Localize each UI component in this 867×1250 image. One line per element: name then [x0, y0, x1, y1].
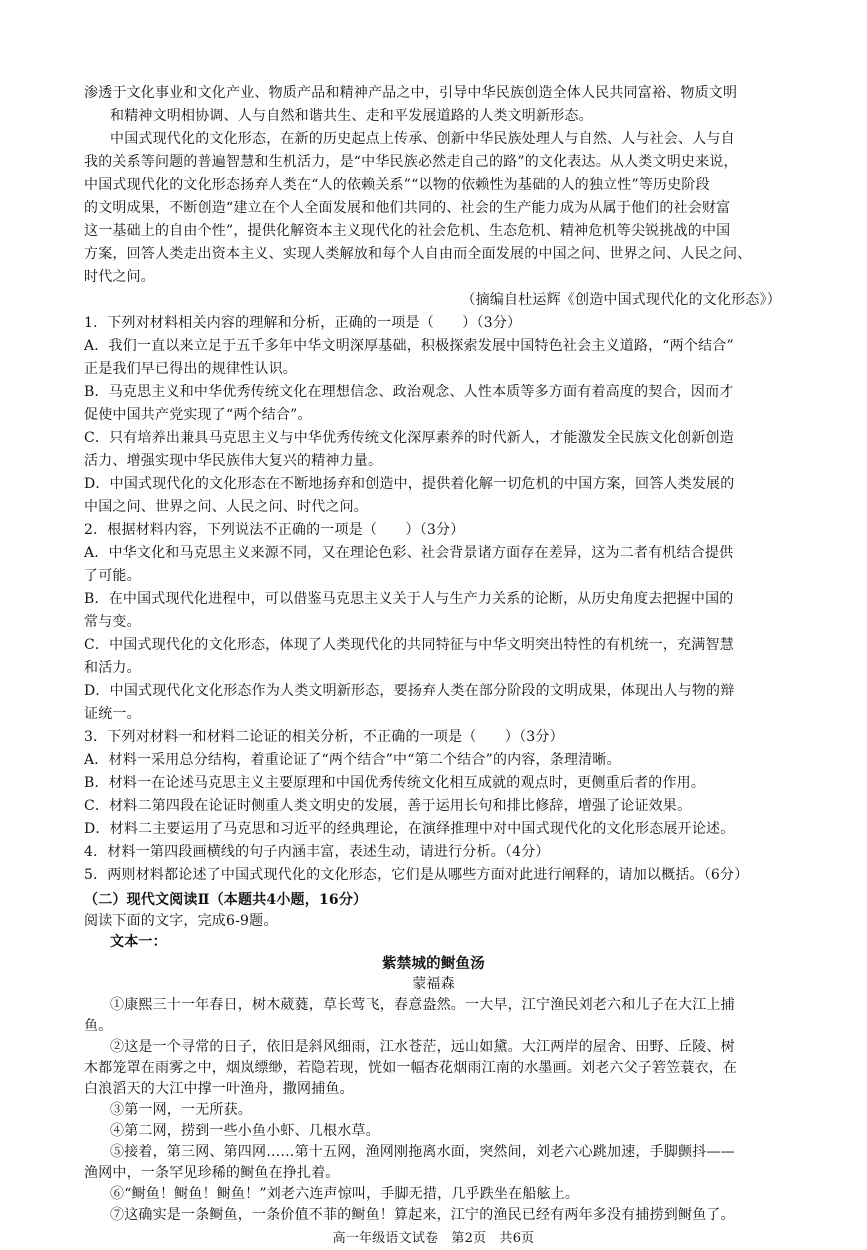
passage-line: 中国式现代化的文化形态扬弃人类在“人的依赖关系”“以物的依赖性为基础的人的独立性”等历史阶段 — [84, 177, 710, 193]
passage-line: 中国式现代化的文化形态，在新的历史起点上传承、创新中华民族处理人与自然、人与社会、人与自 — [110, 131, 735, 147]
section-instruction: 阅读下面的文字，完成6-9题。 — [84, 913, 278, 929]
story-author: 蒙福森 — [412, 976, 455, 992]
story-line: ⑤接着，第三网、第四网……第十五网，渔网刚拖离水面，突然间，刘老六心跳加速，手脚颤抖—— — [110, 1144, 735, 1160]
question-line: D．材料二主要运用了马克思和习近平的经典理论，在演绎推理中对中国式现代化的文化形态展开论述。 — [84, 821, 735, 837]
passage-line: 和精神文明相协调、人与自然和谐共生、走和平发展道路的人类文明新形态。 — [110, 108, 593, 124]
passage-source: （摘编自杜运辉《创造中国式现代化的文化形态》） — [461, 292, 781, 308]
story-line: ⑦这确实是一条鲥鱼，一条价值不菲的鲥鱼！算起来，江宁的渔民已经有两年多没有捕捞到鲥鱼了。 — [110, 1207, 735, 1223]
question-line: 3．下列对材料一和材料二论证的相关分析，不正确的一项是（ ）（3分） — [84, 729, 564, 745]
question-line: 常与变。 — [84, 614, 141, 630]
question-line: C．中国式现代化的文化形态，体现了人类现代化的共同特征与中华文明突出特性的有机统一，充满智慧 — [84, 637, 734, 653]
passage-line: 渗透于文化事业和文化产业、物质产品和精神产品之中，引导中华民族创造全体人民共同富裕、物质文明 — [84, 85, 738, 101]
section-heading: （二）现代文阅读Ⅱ（本题共4小题，16分） — [84, 892, 368, 908]
story-line: ①康熙三十一年春日，树木葳蕤，草长莺飞，春意盎然。一大早，江宁渔民刘老六和儿子在大江上捕 — [110, 997, 735, 1013]
story-title: 紫禁城的鲥鱼汤 — [382, 955, 485, 972]
question-line: B．在中国式现代化进程中，可以借鉴马克思主义关于人与生产力关系的论断，从历史角度去把握中国的 — [84, 591, 734, 607]
question-line: B．马克思主义和中华优秀传统文化在理想信念、政治观念、人性本质等多方面有着高度的契合，因而才 — [84, 384, 734, 400]
question-line: 1．下列对材料相关内容的理解和分析，正确的一项是（ ）（3分） — [84, 315, 522, 331]
passage-line: 的文明成果，不断创造“建立在个人全面发展和他们共同的、社会的生产能力成为从属于他们的社会财富 — [84, 200, 731, 216]
text-label: 文本一： — [110, 934, 167, 950]
question-line: C．材料二第四段在论证时侧重人类文明史的发展，善于运用长句和排比修辞，增强了论证效果。 — [84, 798, 692, 814]
story-line: 鱼。 — [84, 1018, 113, 1034]
page-footer: 高一年级语文试卷 第2页 共6页 — [332, 1231, 535, 1246]
question-line: A．中华文化和马克思主义来源不同，又在理论色彩、社会背景诸方面存在差异，这为二者有机结合提供 — [84, 545, 734, 561]
passage-line: 这一基础上的自由个性”，提供化解资本主义现代化的社会危机、生态危机、精神危机等尖锐挑战的中国 — [84, 223, 731, 239]
story-line: ⑥“鲥鱼！鲥鱼！鲥鱼！”刘老六连声惊叫，手脚无措，几乎跌坐在船舷上。 — [110, 1186, 580, 1202]
question-line: 了可能。 — [84, 568, 141, 584]
passage-line: 我的关系等问题的普遍智慧和生机活力，是“中华民族必然走自己的路”的文化表达。从人类文明史来说， — [84, 154, 738, 170]
passage-line: 时代之问。 — [84, 269, 155, 285]
question-line: 促使中国共产党实现了“两个结合”。 — [84, 407, 312, 423]
question-line: 活力、增强实现中华民族伟大复兴的精神力量。 — [84, 453, 383, 469]
question-line: A．我们一直以来立足于五千多年中华文明深厚基础，积极探索发展中国特色社会主义道路，“两个结合” — [84, 338, 734, 354]
question-line: B．材料一在论述马克思主义主要原理和中国优秀传统文化相互成就的观点时，更侧重后者的作用。 — [84, 775, 706, 791]
question-line: D．中国式现代化的文化形态在不断地扬弃和创造中，提供着化解一切危机的中国方案，回答人类发展的 — [84, 476, 735, 492]
passage-line: 方案，回答人类走出资本主义、实现人类解放和每个人自由而全面发展的中国之问、世界之问、人民之问、 — [84, 246, 752, 262]
question-line: 正是我们早已得出的规律性认识。 — [84, 361, 297, 377]
story-line: 木都笼罩在雨雾之中，烟岚缥缈，若隐若现，恍如一幅杏花烟雨江南的水墨画。刘老六父子箬笠蓑衣，在 — [84, 1060, 738, 1076]
question-line: 4．材料一第四段画横线的句子内涵丰富，表述生动，请进行分析。（4分） — [84, 844, 550, 860]
question-line: D．中国式现代化文化形态作为人类文明新形态，要扬弃人类在部分阶段的文明成果，体现出人与物的辩 — [84, 683, 735, 699]
question-line: A．材料一采用总分结构，着重论证了“两个结合”中“第二个结合”的内容，条理清晰。 — [84, 752, 621, 768]
story-line: ②这是一个寻常的日子，依旧是斜风细雨，江水苍茫，远山如黛。大江两岸的屋舍、田野、丘陵、树 — [110, 1039, 735, 1055]
story-line: ③第一网，一无所获。 — [110, 1102, 252, 1118]
question-line: 5．两则材料都论述了中国式现代化的文化形态，它们是从哪些方面对此进行阐释的，请加以概括。（6分） — [84, 867, 749, 883]
question-line: 2．根据材料内容，下列说法不正确的一项是（ ）（3分） — [84, 522, 465, 538]
story-line: 渔网中，一条罕见珍稀的鲥鱼在挣扎着。 — [84, 1165, 340, 1181]
question-line: C．只有培养出兼具马克思主义与中华优秀传统文化深厚素养的时代新人，才能激发全民族文化创新创造 — [84, 430, 734, 446]
question-line: 中国之问、世界之问、人民之问、时代之问。 — [84, 499, 368, 515]
question-line: 和活力。 — [84, 660, 141, 676]
story-line: ④第二网，捞到一些小鱼小虾、几根水草。 — [110, 1123, 380, 1139]
story-line: 白浪滔天的大江中撑一叶渔舟，撒网捕鱼。 — [84, 1081, 354, 1097]
question-line: 证统一。 — [84, 706, 141, 722]
